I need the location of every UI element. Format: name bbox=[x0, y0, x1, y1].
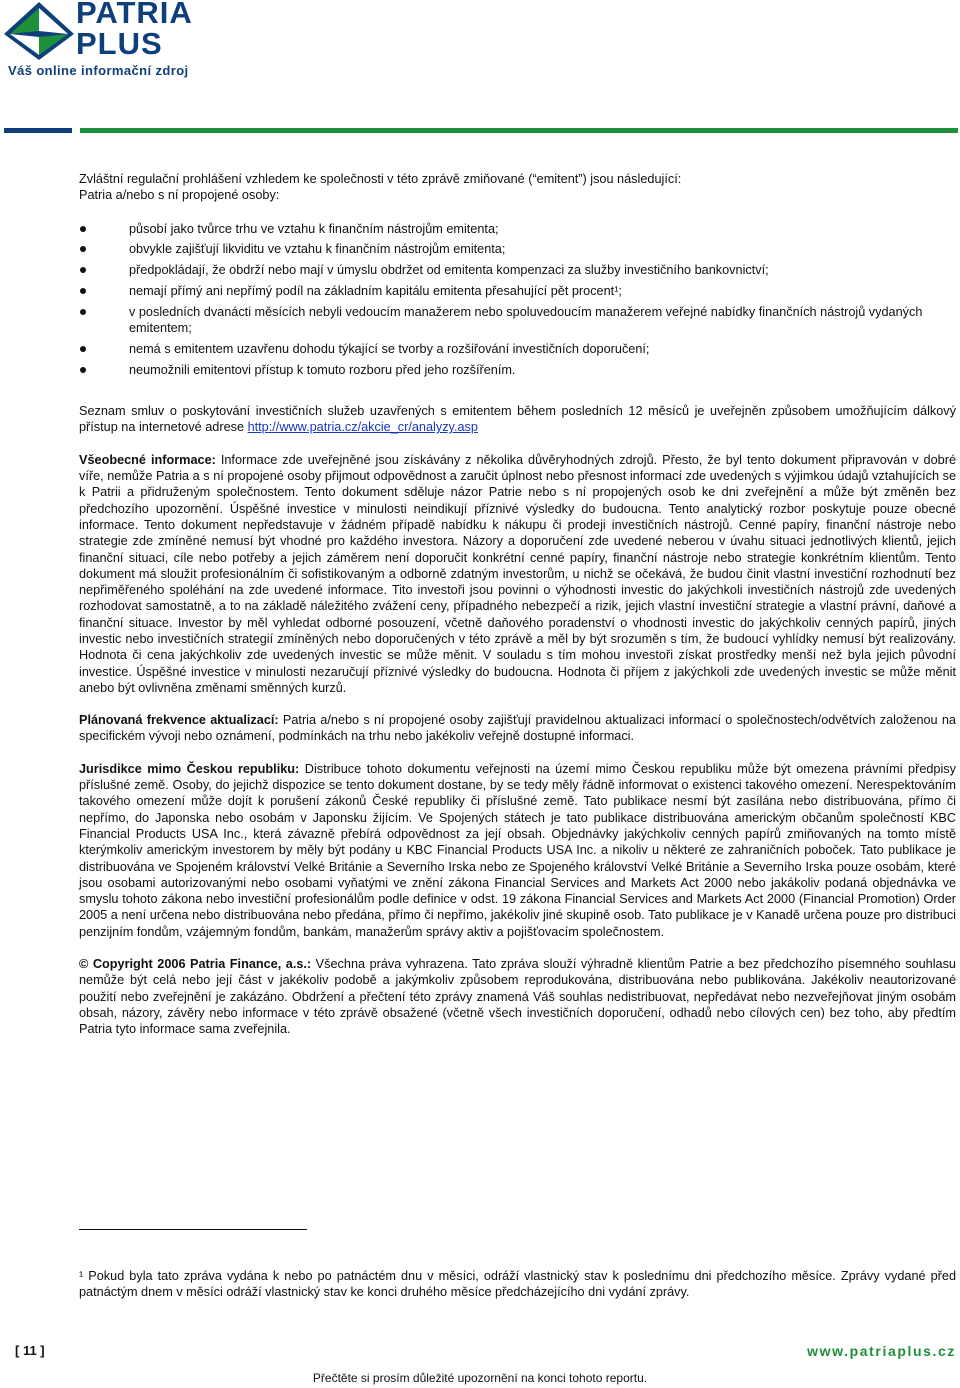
logo-word-plus: PLUS bbox=[76, 26, 163, 61]
intro-line-2: Patria a/nebo s ní propojené osoby: bbox=[79, 188, 280, 203]
jurisdiction-paragraph bbox=[79, 761, 956, 940]
patria-plus-logo bbox=[2, 0, 207, 82]
analyses-link[interactable]: http://www.patria.cz/akcie_cr/analyzy.asp bbox=[247, 420, 478, 435]
list-item: obvykle zajišťují likviditu ve vztahu k finančním nástrojům emitenta; bbox=[79, 241, 956, 257]
header-rule-blue bbox=[4, 128, 72, 133]
disclosure-content bbox=[79, 171, 956, 1038]
logo-tagline: Váš online informační zdroj bbox=[8, 63, 189, 78]
bottom-note: Přečtěte si prosím důležité upozornění na konci tohoto reportu. bbox=[312, 1371, 648, 1385]
update-frequency-paragraph bbox=[79, 712, 956, 745]
copyright-paragraph bbox=[79, 956, 956, 1037]
update-frequency-text: Patria a/nebo s ní propojené osoby zajišťují pravidelnou aktualizaci informací o společnostech/odvětvích založenou na specifickém vývoji nebo oznámení, podmínkách na trhu nebo jakékoliv veřejně dostupné informaci. bbox=[79, 713, 956, 744]
general-info-paragraph bbox=[79, 452, 956, 696]
logo-word-patria: PATRIA bbox=[76, 0, 193, 30]
jurisdiction-text: Distribuce tohoto dokumentu veřejnosti na území mimo Českou republiku může být omezena právními předpisy příslušné země. Osoby, do jejichž dispozice se tento dokument dostane, by se tedy měly řádně informovat o existenci takového omezení. Nerespektováním takového omezení může dojít k porušení zákonů České republiky či příslušné země. Tato publikace nesmí být zasílána nebo distribuována, přímo či nepřímo, do Japonska nebo osobám v Japonsku žijícím. Ve Spojených státech je tato publikace distribuována americkým občanům společností KBC Financial Products USA Inc., která závazně přebírá odpovědnost za její obsah. Objednávky jakýchkoliv cenných papírů zmiňovaných na tomto místě kterýmkoliv americkým investorem by měly být podány u KBC Financial Products USA Inc. a nikoliv u některé ze zahraničních poboček. Tato publikace je distribuována ve Spojeném království Velké Británie a Severního Irska nebo ze Spojeného království Velké Británie a Severního Irska pouze osobám, které jsou osobami autorizovanými nebo osobami vyňatými ve znění zákona Financial Services and Markets Act 2000 nebo jakákoliv podaná objednávka ve smyslu tohoto zákona nebo investiční profesionálům podle definice v odst. 19 zákona Financial Services and Markets Act 2000 (Financial Promotion) Order 2005 a není určena nebo distribuována nebo předána, přímo či nepřímo, jakékoliv jiné skupině osob. Tato publikace je v Kanadě určena pouze pro distribuci penzijním fondům, vzájemným fondům, bankám, manažerům správy aktiv a pojišťovacím společnostem. bbox=[79, 761, 956, 939]
website-link[interactable]: www.patriaplus.cz bbox=[807, 1343, 956, 1359]
regulatory-bullet-list bbox=[79, 221, 956, 379]
list-item: neumožnili emitentovi přístup k tomuto rozboru před jeho rozšířením. bbox=[79, 362, 956, 378]
list-item: nemá s emitentem uzavřenu dohodu týkající se tvorby a rozšiřování investičních doporučení; bbox=[79, 341, 956, 357]
contracts-text: Seznam smluv o poskytování investičních služeb uzavřených s emitentem během posledních 12 měsíců je uveřejněn způsobem umožňujícím dálkový přístup na internetové adrese bbox=[79, 404, 956, 435]
list-item: působí jako tvůrce trhu ve vztahu k finančním nástrojům emitenta; bbox=[79, 221, 956, 237]
list-item: nemají přímý ani nepřímý podíl na základním kapitálu emitenta přesahující pět procent¹; bbox=[79, 283, 956, 299]
general-info-text: Informace zde uveřejněné jsou získávány z několika důvěryhodných zdrojů. Přesto, že byl tento dokument připravován v dobré víře, nemůže Patria a s ní propojené osoby přijmout odpovědnost a zaručit úplnost nebo přesnost informací zde uvedených s výjimkou údajů vztahujících se k Patrii a přidruženým společnostem. Tento dokument sděluje názor Patrie nebo s ní propojených osob ke dni zveřejnění a může být změněn bez předchozího upozornění. Úspěšné investice v minulosti neindikují příznivé výsledky do budoucna. Tento analytický rozbor poskytuje pouze obecné informace. Tento dokument nepředstavuje v žádném případě nabídku k nákupu či prodeji investičních nástrojů. Cenné papíry, finanční nástroje nebo strategie zde zmíněné nemusí být vhodné pro každého investora. Názory a doporučení zde uvedené neberou v úvahu situaci jednotlivých klientů, jejich finanční situaci, cíle nebo potřeby a jejich záměrem není doporučit konkrétní cenné papíry, finanční nástroje nebo strategie konkrétním klientům. Tento dokument má sloužit profesionálním či sofistikovaným a odborně zdatným investorům, u nichž se očekává, že budou činit vlastní investiční rozhodnutí bez nepřiměřeného spoléhání na zde uvedené informace. Tito investoři jsou povinni o výhodnosti investic do jakýchkoli investičních nástrojů zde uvedených rozhodovat samostatně, a to na základě náležitého zvážení ceny, případného nebezpečí a rizik, jejich vlastní investiční strategie a vlastní právní, daňové a finanční situace. Investor by měl vyhledat odborné posouzení, včetně daňového poradenství o vhodnosti investic do jakýchkoliv cenných papírů, jiných investic nebo investičních strategií zmíněných nebo doporučených v této zprávě a měl by být srozuměn s tím, že budoucí vyhlídky nemusí být realizovány. Hodnota či cena jakýchkoliv zde uvedených investic se může měnit. V souladu s tím mohou investoři získat prostředky menší než byla jejich původní investice. Úspěšné investice v minulosti nezaručují příznivé výsledky do budoucna. Hodnota či příjem z jakýchkoli zde uvedených investic se může měnit anebo být ovlivněna změnami směnných kurzů. bbox=[79, 452, 956, 695]
jurisdiction-label: Jurisdikce mimo Českou republiku: bbox=[79, 761, 300, 776]
list-item: v posledních dvanácti měsících nebyli vedoucím manažerem nebo spoluvedoucím manažerem veřejné nabídky finančních nástrojů vydaných emitentem; bbox=[79, 304, 956, 337]
intro-line-1: Zvláštní regulační prohlášení vzhledem ke společnosti v této zprávě zmiňované (“emitent”) jsou následující: bbox=[79, 172, 682, 186]
copyright-label: © Copyright 2006 Patria Finance, a.s.: bbox=[79, 957, 312, 972]
copyright-text: Všechna práva vyhrazena. Tato zpráva slouží výhradně klientům Patrie a bez předchozího písemného souhlasu nemůže být celá nebo její část v jakékoliv podobě a jakýmkoliv způsobem reprodukována, distribuována nebo publikována. Jakékoliv neautorizované použití nebo zveřejnění je zakázáno. Obdržení a přečtení této zprávy znamená Váš souhlas nedistribuovat, nepředávat nebo nezveřejňovat jiným osobám obsah, názory, závěry nebo informace v této zprávě obsažené (včetně všech investičních doporučení, odhadů nebo cílových cen) bez toho, aby předtím Patria tyto informace sama zveřejnila. bbox=[79, 957, 956, 1037]
header-rule-green bbox=[80, 128, 958, 133]
list-item: předpokládají, že obdrží nebo mají v úmyslu obdržet od emitenta kompenzaci za služby investičního bankovnictví; bbox=[79, 262, 956, 278]
footnote-separator bbox=[79, 1229, 307, 1230]
update-frequency-label: Plánovaná frekvence aktualizací: bbox=[79, 713, 279, 728]
general-info-label: Všeobecné informace: bbox=[79, 452, 216, 467]
page-number: [ 11 ] bbox=[15, 1343, 45, 1358]
contracts-paragraph bbox=[79, 403, 956, 436]
footnote: ¹ Pokud byla tato zpráva vydána k nebo po patnáctém dnu v měsíci, odráží vlastnický stav k poslednímu dni předchozího měsíce. Zprávy vydané před patnáctým dnem v měsíci odráží vlastnický stav ke konci druhého měsíce předcházejícího dni vydání zprávy. bbox=[79, 1268, 956, 1299]
